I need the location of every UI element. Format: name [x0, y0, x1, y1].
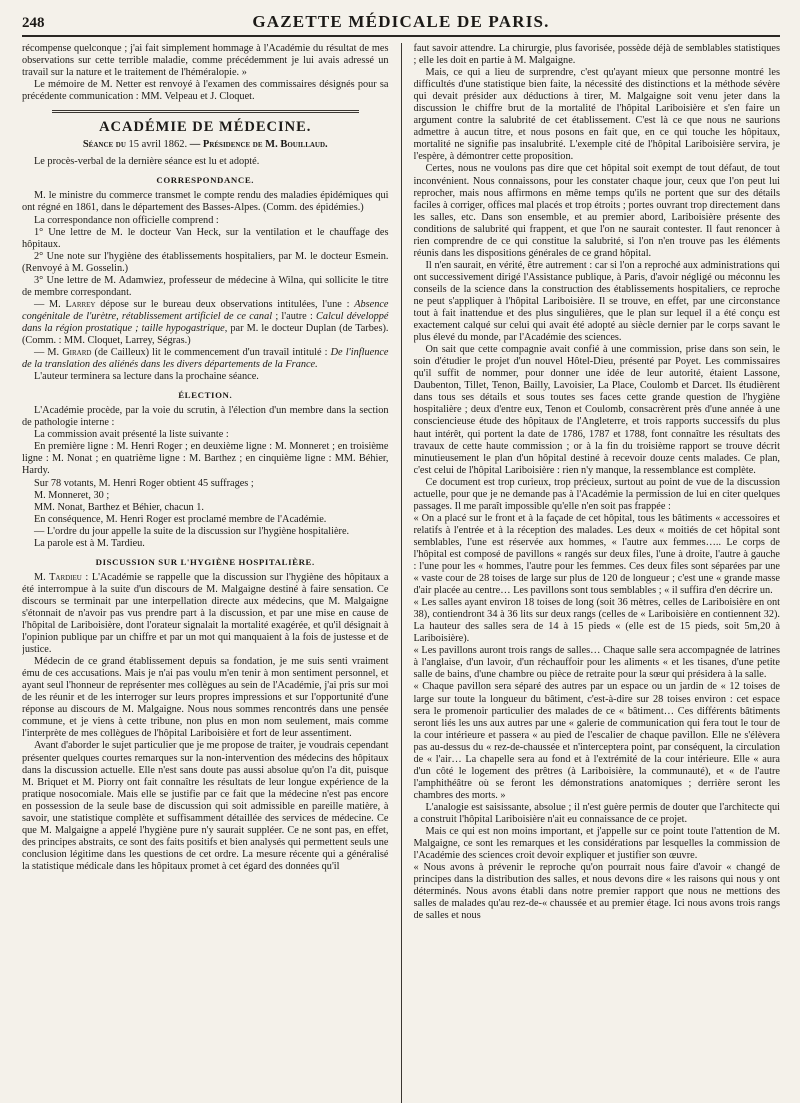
paragraph: — L'ordre du jour appelle la suite de la discussion sur l'hygiène hospitalière.	[34, 525, 350, 537]
paragraph: L'auteur terminera sa lecture dans la prochaine séance.	[34, 371, 259, 383]
speaker-name: — M. Larrey	[34, 298, 96, 310]
quotation-block	[414, 862, 781, 922]
paragraph: En conséquence, M. Henri Roger est proclamé membre de l'Académie.	[34, 513, 327, 525]
paragraph: En première ligne : M. Henri Roger ; en deuxième ligne : M. Monneret ; en troisième ligne : M. Nonat ; en quatrième ligne : M. Barthez ; en cinquième ligne : MM. Béhier, Hardy.	[22, 441, 389, 477]
paragraph: L'Académie procède, par la voie du scrutin, à l'élection d'un membre dans la section de pathologie interne :	[22, 405, 389, 429]
paragraph: Il n'en saurait, en vérité, être autrement : car si l'on a reproché aux administrations qui ont successivement dirigé l'Assistance publique, à Paris, d'avoir négligé ou méconnu les conseils de la science dans la construction des établissements hospitaliers, ce reproche ne peut s'appliquer à l'hôpital Lariboisière. Il se trouve, en effet, par une circonstance tout à fait inattendue et des plus singulières, que le plan sur lequel il a été conçu est exactement calqué sur celui qui avait été adopté au siècle dernier par le corps savant le plus élevé du monde, par l'Académie des sciences.	[413, 259, 780, 344]
section-divider	[52, 110, 359, 113]
paragraph: Médecin de ce grand établissement depuis sa fondation, je me suis senti vraiment ému de ces accusations. Mais je n'ai pas voulu m'en tenir à mon sentiment personnel, et ayant seul l'honneur de représenter mes collègues au sein de l'Académie, j'ai pris sur moi de les réunir et de les interroger sur leurs propres impressions et sur l'opportunité d'une réponse au discours de M. Malgaigne. Nous nous sommes rencontrés dans une pensée commune, et je viens à cette tribune, non plus en mon nom seulement, mais comme l'interprète de mes collègues de l'hôpital Lariboisière et fort de leur assentiment.	[22, 656, 389, 740]
running-head	[22, 12, 780, 37]
speaker-name: — M. Girard	[34, 347, 92, 359]
column-rule	[401, 43, 402, 1103]
paragraph: 1° Une lettre de M. le docteur Van Heck, sur la ventilation et le chauffage des hôpitaux.	[22, 226, 389, 250]
paragraph: L'analogie est saisissante, absolue ; il n'est guère permis de douter que l'architecte qui a construit l'hôpital Lariboisière n'ait eu connaissance de ce projet.	[413, 801, 780, 825]
paragraph: On sait que cette compagnie avait confié à une commission, prise dans son sein, le soin d'étudier le projet d'un nouvel Hôtel-Dieu, présenté par Poyet. Les commissaires qu'il suffit de nommer, pour donner une idée de leur autorité, étaient Lassone, Daubenton, Tillet, Tenon, Bailly, Lavoisier, La Place, Coulomb et Darcet. Ils étudièrent dans tous ses détails et sous toutes ses faces cette grande question de l'hygiène hospitalière ; deux d'entre eux, Tenon et Coulomb, consacrèrent près d'une année à une consciencieuse étude des hôpitaux de l'Angleterre, et trois rapports successifs du plus haut intérêt, qui portent la date de 1786, 1787 et 1788, font connaître les résultats des travaux de cette haute commission ; or à la fin du troisième rapport se trouve décrit minutieusement le plan d'un hôpital destiné à recevoir douze cents malades. Ce plan, c'est celui de l'hôpital Lariboisière : rien n'y manque, la ressemblance est complète.	[413, 344, 780, 476]
paragraph: M. le ministre du commerce transmet le compte rendu des maladies épidémiques qui ont régné en 1861, dans le département des Basses-Alpes. (Comm. des épidémies.)	[22, 190, 389, 214]
text-run: : L'Académie se rappelle que la discussion sur l'hygiène des hôpitaux a été interrompue à la suite d'un discours de M. Malgaigne destiné à faire sensation. Ce discours se terminait par une interpellation directe aux médecins, que M. Malgaigne s'étonnait de n'avoir pas vus prendre part à la discussion, et par une mise en cause de l'hôpital de Lariboisière, dont l'orateur signalait la mortalité exagérée, et qu'il désignait à l'opinion publique par un chiffre et par un mot qui manquaient à la fois de justesse et de justice.	[22, 571, 389, 656]
subsection-heading: CORRESPONDANCE.	[156, 175, 255, 186]
paragraph: MM. Nonat, Barthez et Béhier, chacun 1.	[34, 501, 205, 513]
paragraph: La correspondance non officielle comprend :	[34, 214, 219, 226]
subsection-heading: DISCUSSION SUR L'HYGIÈNE HOSPITALIÈRE.	[95, 556, 315, 567]
two-column-body	[22, 43, 780, 1103]
quotation-paragraph: « Chaque pavillon sera séparé des autres par un espace ou un jardin de « 12 toises de large sur toute la longueur du bâtiment, c'est-à-dire sur 28 toises environ : cet espace sera le promenoir particulier des malades de ce « bâtiment… Ces différents bâtiments seront liés les uns aux autres par une « galerie de communication qui fera tout le tour de la cour intérieure et passera « au pied de l'escalier de chaque pavillon. Elle ne s'élèvera pas au-dessus du « rez-de-chaussée et n'interceptera point, par conséquent, la circulation de « l'air… La chapelle sera au fond et à l'extrémité de la cour intérieure. Elle « aura d'un côté le logement des prêtres (à Lariboisière, la communauté), et « de l'autre l'amphithéâtre où se feront les démonstrations anatomiques ; derrière seront les chambres des morts. »	[413, 681, 780, 801]
journal-title: GAZETTE MÉDICALE DE PARIS.	[252, 12, 550, 31]
paragraph	[22, 347, 389, 371]
paragraph: Certes, nous ne voulons pas dire que cet hôpital soit exempt de tout défaut, de tout inconvénient. Nous connaissons, pour les constater chaque jour, ceux que l'on peut lui reprocher, mais nous affirmons en même temps qu'ils ne portent que sur des détails faciles à corriger, offices mal placés et trop étroits ; portes ouvrant trop directement dans les salles, etc. Dans son ensemble, et au premier abord, Lariboisière présente des conditions de salubrité qui frappent, et que l'on ne saurait contester. Il faut renoncer à rien comprendre de ce qui constitue la salubrité, si l'on n'en trouve pas les éléments réunis dans les dispositions générales de ce grand hôpital.	[413, 163, 780, 259]
paragraph: M. Monneret, 30 ;	[34, 489, 110, 501]
session-prefix: Séance du	[82, 139, 126, 151]
paragraph: Mais, ce qui a lieu de surprendre, c'est qu'ayant mieux que personne montré les difficultés d'une statistique bien faite, la nécessité des distinctions et la méthode sévère qui devait présider aux déductions à tirer, M. Malgaigne soit venu jeter dans la discussion le chiffre brut de la mortalité de l'hôpital Lariboisière et s'en faire un argument contre la salubrité de cet établissement. C'est là ce que nous ne saurions admettre à aucun titre, et nous posons en fait que, en ce qui touche les hôpitaux, mortalité ne signifie pas insalubrité. L'exemple cité de l'hôpital Lariboisière servira, je l'espère, à démontrer cette proposition.	[413, 67, 780, 163]
quotation-paragraph: « Les salles ayant environ 18 toises de long (soit 36 mètres, celles de Lariboisière en ont 38), contiendront 34 à 36 lits sur deux rangs (celles de « Lariboisière en contiennent 32). La hauteur des salles sera de 14 à 15 pieds « (elle est de 15 pieds, soit 5m,20 à Lariboisière).	[413, 597, 780, 645]
quotation-paragraph: « Les pavillons auront trois rangs de salles… Chaque salle sera accompagnée de latrines à l'anglaise, d'un lavoir, d'un réchauffoir pour les aliments « et les tisanes, d'une petite salle de bains, d'une chambre ou pièce de retraite pour la sœur qui présidera à la salle.	[413, 645, 780, 681]
session-line	[22, 139, 389, 151]
paragraph: Mais ce qui est non moins important, et j'appelle sur ce point toute l'attention de M. Malgaigne, ce sont les remarques et les considérations par lesquelles la commission de l'Académie des sciences croit devoir expliquer et justifier son œuvre.	[413, 826, 780, 862]
page-number: 248	[22, 15, 45, 31]
italic-title: Calcul développé dans la région prostatique ; taille hypogastrique	[22, 310, 389, 334]
paragraph: La parole est à M. Tardieu.	[34, 537, 145, 549]
session-president: — Présidence de M. Bouillaud.	[189, 139, 328, 151]
paragraph: Ce document est trop curieux, trop précieux, surtout au point de vue de la discussion actuelle, pour que je ne demande pas à l'Académie la permission de lui en citer quelques passages. Il me paraît impossible qu'elle n'en soit pas frappée :	[413, 476, 780, 512]
text-run: , par M. le docteur Duplan (de Tarbes). (Comm. : MM. Cloquet, Larrey, Ségras.)	[22, 322, 389, 346]
session-date: 15 avril 1862.	[128, 139, 188, 151]
section-title: ACADÉMIE DE MÉDECINE.	[99, 119, 312, 136]
paragraph: faut savoir attendre. La chirurgie, plus favorisée, possède déjà de semblables statistiques ; elle les doit en partie à M. Malgaigne.	[413, 43, 780, 67]
text-run: dépose sur le bureau deux observations intitulées, l'une :	[95, 298, 355, 310]
text-run: (de Cailleux) lit le commencement d'un travail intitulé :	[91, 347, 331, 359]
speaker-name: M. Tardieu	[34, 571, 82, 583]
paragraph: Avant d'aborder le sujet particulier que je me propose de traiter, je voudrais cependant présenter quelques courtes remarques sur la non-intervention des médecins des hôpitaux dans la discussion actuelle. Elle n'est sans doute pas aussi absolue qu'on l'a dit, puisque M. Briquet et M. Piorry ont fait connaître les résultats de leur longue expérience de la pratique nosocomiale. Mais elle se justifie par ce fait que la médecine n'est pas encore en possession de la seule base de discussion qui soit admissible en pareille matière, à savoir, une statistique complète et suffisamment détaillée des services de médecine. Ce que M. Malgaigne a appelé l'hygiène pure n'y saurait suppléer. Ce ne sont pas, en effet, des principes abstraits, ce sont des faits positifs et bien analysés qui permettent seuls une conclusion légitime dans les questions de cet ordre. La mesure récente qui a généralisé la statistique médicale dans les hôpitaux promet à cet égard des données qu'il	[22, 740, 389, 872]
quotation-block	[414, 513, 781, 802]
quotation-paragraph: « On a placé sur le front et à la façade de cet hôpital, tous les bâtiments « accessoires et relatifs à l'entrée et à la réception des malades. Les deux « moitiés de cet hôpital sont semblables, l'une est réservée aux hommes, « l'autre aux femmes….. Le corps de l'hôpital est composé de pavillons « rangés sur deux files, l'une à droite, l'autre à gauche : l'une pour les « hommes, l'autre pour les femmes. Ces deux files sont séparées par une « vaste cour de 28 toises de large sur plus de 120 de longueur ; c'est une « grande masse d'air placée au centre… Les pavillons sont tous semblables ; « il suffira d'en décrire un.	[413, 512, 780, 597]
italic-title: De l'influence de la translation des aliénés dans les divers départements de la France.	[22, 347, 389, 371]
paragraph: Le procès-verbal de la dernière séance est lu et adopté.	[34, 156, 260, 168]
paragraph: 2° Une note sur l'hygiène des établissements hospitaliers, par M. le docteur Esmein. (Renvoyé à M. Gosselin.)	[22, 250, 389, 274]
paragraph	[22, 299, 389, 347]
italic-title: Absence congénitale de l'urètre, rétablissement artificiel de ce canal	[22, 298, 389, 322]
text-run: ; l'autre :	[272, 310, 317, 322]
paragraph: récompense quelconque ; j'ai fait simplement hommage à l'Académie du résultat de mes observations sur cette terrible maladie, comme précédemment je lui avais adressé un travail sur la nature et le traitement de l'héméralopie. »	[22, 43, 389, 79]
left-column	[22, 43, 389, 1103]
subsection-heading: ÉLECTION.	[178, 390, 233, 401]
paragraph: La commission avait présenté la liste suivante :	[34, 429, 229, 441]
quotation-paragraph: « Nous avons à prévenir le reproche qu'on pourrait nous faire d'avoir « changé de principes dans la distribution des salles, et nous devons dire « les raisons qui nous y ont déterminés. Nous avons établi dans notre premier rapport que nous ne mettions des salles de malades qu'au rez-de-« chaussée et au premier étage. Ici nous avons trois rangs de salles et nous	[413, 862, 780, 922]
paragraph: Sur 78 votants, M. Henri Roger obtient 45 suffrages ;	[34, 477, 254, 489]
right-column	[414, 43, 781, 1103]
paragraph: 3° Une lettre de M. Adamwiez, professeur de médecine à Wilna, qui sollicite le titre de membre correspondant.	[22, 274, 389, 298]
paragraph	[22, 572, 389, 656]
paragraph: Le mémoire de M. Netter est renvoyé à l'examen des commissaires désignés pour sa précédente communication : MM. Velpeau et J. Cloquet.	[22, 79, 389, 103]
